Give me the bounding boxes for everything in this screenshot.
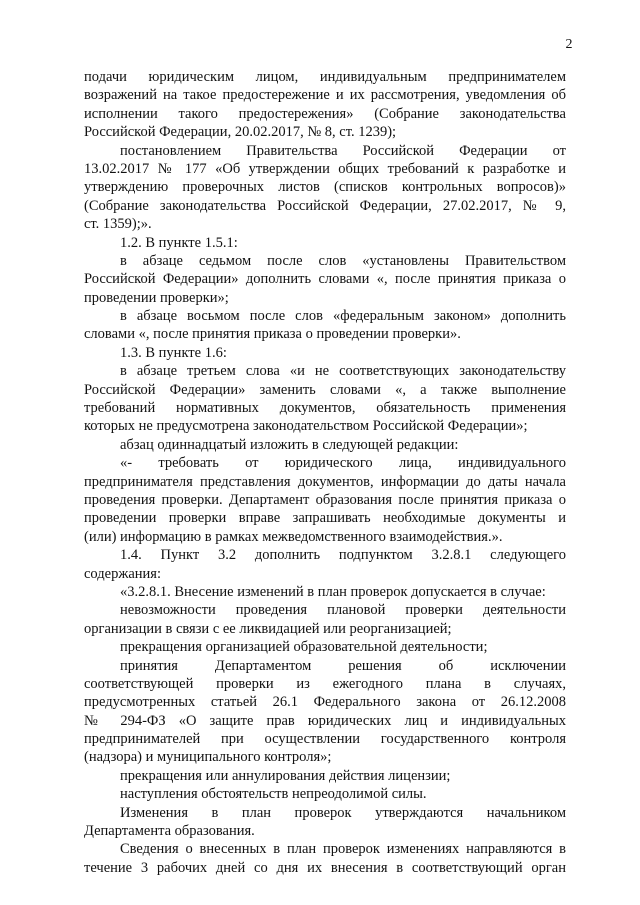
text-line: которых не предусмотрена законодательством Российской Федерации»; [84,418,528,435]
text-line: проведения проверки. Департамент образования после принятия приказа о [84,491,566,508]
text-line: «3.2.8.1. Внесение изменений в план проверок допускается в случае: [120,583,546,600]
page-number: 2 [565,37,573,52]
text-line: абзац одиннадцатый изложить в следующей редакции: [120,436,459,453]
text-line: в абзаце восьмом после слов «федеральным законом» дополнить [120,308,566,325]
text-line: 1.4. Пункт 3.2 дополнить подпунктом 3.2.8.1 следующего [120,547,566,564]
text-line: постановлением Правительства Российской Федерации от [120,142,566,159]
text-line: в абзаце третьем слова «и не соответствующих законодательству [120,363,566,380]
paragraph [84,252,566,307]
text-line: Российской Федерации» заменить словами «, а также выполнение [84,381,566,398]
paragraph [84,344,566,362]
paragraph [84,767,566,785]
paragraph [84,362,566,436]
text-line: прекращения или аннулирования действия лицензии; [120,767,451,784]
text-line: содержания: [84,565,162,582]
paragraph [84,657,566,767]
text-line: Российской Федерации» дополнить словами «, после принятия приказа о [84,271,566,288]
text-line: подачи юридическим лицом, индивидуальным предпринимателем [84,69,566,85]
text-line: ст. 1359);». [84,216,152,233]
text-line: предпринимателя представления документов, информации до даты начала [84,473,566,490]
text-line: невозможности проведения плановой проверки деятельности [120,602,566,619]
text-line: Изменения в план проверок утверждаются начальником [120,804,566,821]
text-line: (надзора) и муниципального контроля»; [84,749,332,766]
text-line: 1.2. В пункте 1.5.1: [120,234,238,251]
text-line: проведении проверки»; [84,289,229,306]
paragraph [84,840,566,877]
text-line: наступления обстоятельств непреодолимой силы. [120,786,427,803]
text-line: 1.3. В пункте 1.6: [120,344,227,361]
text-line: принятия Департаментом решения об исключении [120,657,566,674]
paragraph [84,454,566,546]
text-line: (Собрание законодательства Российской Федерации, 27.02.2017, № 9, [84,197,566,214]
paragraph [84,436,566,454]
paragraph [84,804,566,841]
text-line: «- требовать от юридического лица, индивидуального [120,455,566,472]
text-line: словами «, после принятия приказа о проведении проверки». [84,326,461,343]
text-line: (или) информацию в рамках межведомственного взаимодействия.». [84,528,503,545]
paragraph [84,638,566,656]
paragraph [84,68,566,142]
text-line: организации в связи с ее ликвидацией или реорганизацией; [84,620,452,637]
text-line: требований нормативных документов, обязательность применения [84,400,566,417]
text-line: Сведения о внесенных в план проверок изменениях направляются в [120,841,566,858]
text-line: соответствующей проверки из ежегодного плана в случаях, [84,675,566,692]
text-line: исполнении такого предостережения» (Собрание законодательства [84,105,566,122]
text-line: возражений на такое предостережение и их рассмотрения, уведомления об [84,87,566,104]
text-line: предусмотренных статьей 26.1 Федерального закона от 26.12.2008 [84,694,566,711]
document-body [84,68,566,877]
paragraph [84,546,566,583]
paragraph [84,583,566,601]
text-line: Департамента образования. [84,823,255,840]
text-line: предпринимателей при осуществлении государственного контроля [84,731,566,748]
paragraph [84,307,566,344]
text-line: утверждению проверочных листов (списков контрольных вопросов)» [84,179,566,196]
text-line: Российской Федерации, 20.02.2017, № 8, ст. 1239); [84,124,397,141]
paragraph [84,785,566,803]
text-line: в абзаце седьмом после слов «установлены Правительством [120,252,566,269]
text-line: прекращения организацией образовательной деятельности; [120,639,488,656]
text-line: 13.02.2017 № 177 «Об утверждении общих требований к разработке и [84,160,566,177]
paragraph [84,234,566,252]
text-line: проведении проверки вправе запрашивать необходимые документы и [84,510,566,527]
text-line: течение 3 рабочих дней со дня их внесения в соответствующий орган [84,859,566,876]
paragraph [84,142,566,234]
paragraph [84,601,566,638]
text-line: № 294-ФЗ «О защите прав юридических лиц и индивидуальных [84,712,566,729]
